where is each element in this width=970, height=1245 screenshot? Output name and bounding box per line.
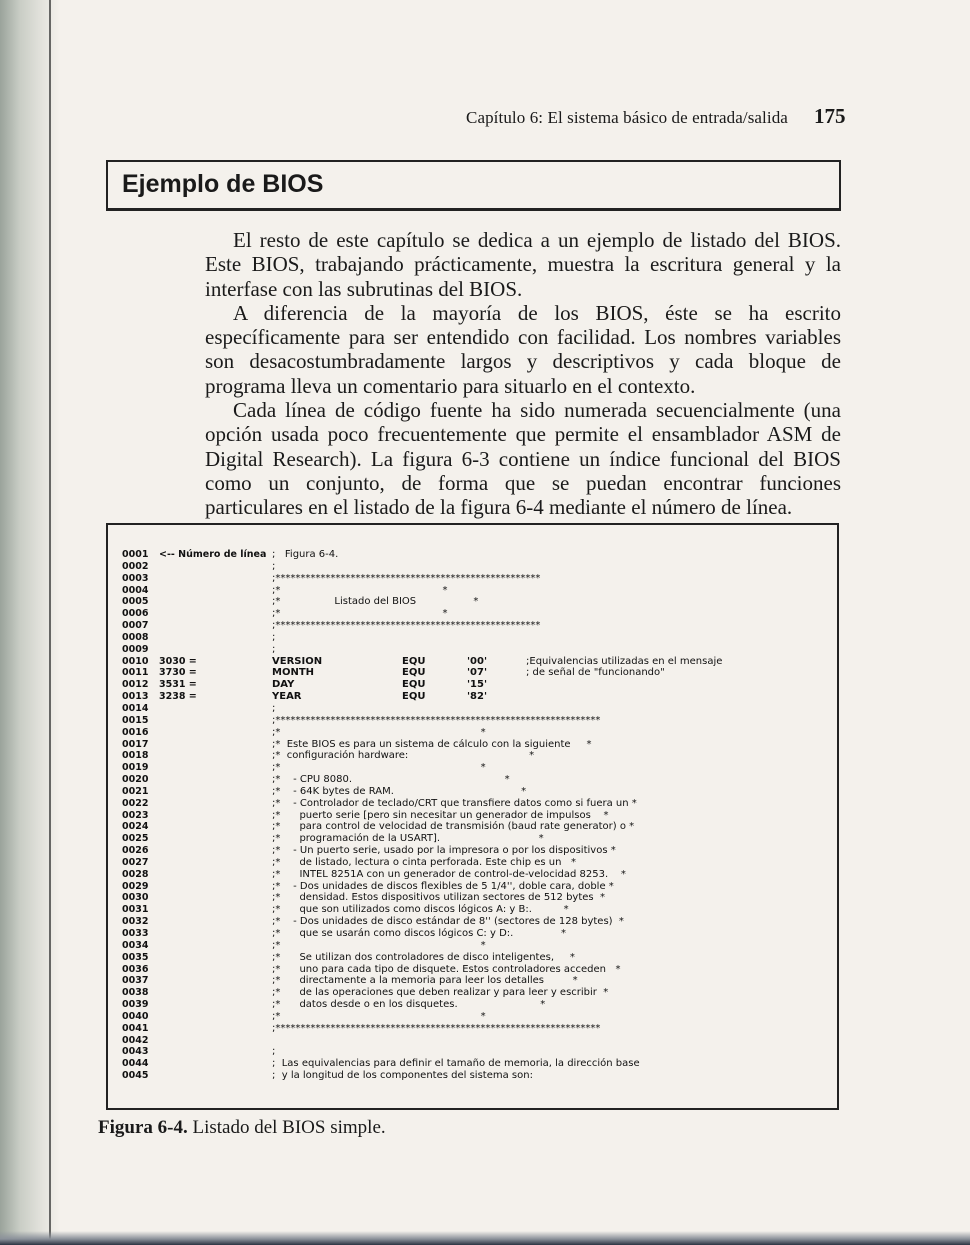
line-number: 0008 xyxy=(122,631,149,643)
line-number: 0033 xyxy=(122,928,149,939)
source-label: ;* - 64K bytes de RAM. * xyxy=(272,785,527,797)
line-number: 0011 xyxy=(122,667,149,679)
source-label: ;* que se usarán como discos lógicos C: y D:. * xyxy=(272,928,567,939)
source-label: ; Figura 6-4. xyxy=(272,549,339,560)
source-label: ;* * xyxy=(272,939,486,951)
source-label: ; xyxy=(272,702,276,714)
source-label: ; xyxy=(272,1046,276,1058)
hex-value: 3238 = xyxy=(159,691,197,703)
source-label: ;* * xyxy=(272,1010,486,1022)
line-number: 0023 xyxy=(122,809,149,821)
line-number: 0016 xyxy=(122,726,149,738)
line-number: 0032 xyxy=(122,916,149,928)
source-label: ;* de listado, lectura o cinta perforada. Este chip es un * xyxy=(272,856,576,868)
source-label: ;***************************************************************** xyxy=(272,1022,601,1034)
source-label: MONTH xyxy=(272,667,315,679)
page-bottom-shadow xyxy=(0,1231,970,1245)
source-operand: '00' xyxy=(467,655,488,667)
section-title: Ejemplo de BIOS xyxy=(122,170,324,198)
book-gutter-shadow xyxy=(0,0,60,1245)
line-number: 0026 xyxy=(122,845,149,857)
source-label: ;* de las operaciones que deben realizar y para leer y escribir * xyxy=(272,987,609,999)
line-number: 0024 xyxy=(122,821,149,833)
source-label: ;* que son utilizados como discos lógicos A: y B:. * xyxy=(272,904,569,916)
line-number: 0012 xyxy=(122,679,149,691)
line-number: 0004 xyxy=(122,584,149,596)
hex-value: 3030 = xyxy=(159,655,197,667)
line-number: 0006 xyxy=(122,608,149,620)
line-number: 0040 xyxy=(122,1010,149,1022)
caption-label: Figura 6-4. xyxy=(98,1117,188,1138)
line-number: 0038 xyxy=(122,987,149,999)
source-label: ; xyxy=(272,631,276,643)
source-label: ;* - Dos unidades de disco estándar de 8'' (sectores de 128 bytes) * xyxy=(272,916,624,928)
body-text xyxy=(205,228,841,520)
line-number: 0027 xyxy=(122,856,149,868)
line-number: 0020 xyxy=(122,774,149,786)
source-comment: ;Equivalencias utilizadas en el mensaje xyxy=(526,655,723,667)
source-label: YEAR xyxy=(272,691,302,703)
source-label: ;* - Dos unidades de discos flexibles de 5 1/4'', doble cara, doble * xyxy=(272,880,614,892)
line-number: 0002 xyxy=(122,560,149,572)
source-label: ;* uno para cada tipo de disquete. Estos controladores acceden * xyxy=(272,963,621,975)
line-number: 0005 xyxy=(122,596,149,608)
source-label: ;* Este BIOS es para un sistema de cálculo con la siguiente * xyxy=(272,738,592,750)
source-operand: '07' xyxy=(467,667,488,679)
line-number: 0037 xyxy=(122,975,149,987)
source-label: ;* INTEL 8251A con un generador de control-de-velocidad 8253. * xyxy=(272,868,626,880)
source-label: ;* Se utilizan dos controladores de disco inteligentes, * xyxy=(272,951,575,963)
paragraph: El resto de este capítulo se dedica a un ejemplo de listado del BIOS. Este BIOS, trabajando prácticamente, muestra la escritura general y la interfase con las subrutinas del BIOS. xyxy=(205,228,841,301)
line-number: 0030 xyxy=(122,892,149,904)
source-label: ;* puerto serie [pero sin necesitar un generador de impulsos * xyxy=(272,809,609,821)
line-number: 0044 xyxy=(122,1058,149,1070)
line-number: 0007 xyxy=(122,620,149,632)
figure-caption xyxy=(98,1117,386,1139)
line-number: 0015 xyxy=(122,714,149,726)
line-number: 0036 xyxy=(122,963,149,975)
line-number: 0028 xyxy=(122,868,149,880)
line-number: 0010 xyxy=(122,655,149,667)
line-number: 0042 xyxy=(122,1034,149,1046)
line-number: 0035 xyxy=(122,951,149,963)
line-number: 0018 xyxy=(122,750,149,762)
line-number: 0034 xyxy=(122,939,149,951)
source-label: ;* - Un puerto serie, usado por la impresora o por los dispositivos * xyxy=(272,845,616,857)
source-label: ;* - CPU 8080. * xyxy=(272,774,510,786)
source-label: ;* datos desde o en los disquetes. * xyxy=(272,999,546,1011)
line-number: 0021 xyxy=(122,785,149,797)
page-fold-line xyxy=(49,0,51,1245)
line-number: 0039 xyxy=(122,999,149,1011)
line-number: 0022 xyxy=(122,797,149,809)
running-head: Capítulo 6: El sistema básico de entrada/salida xyxy=(466,108,788,127)
figure-listing-box xyxy=(106,523,839,1110)
hex-value: <-- Número de línea xyxy=(159,549,267,560)
line-number: 0029 xyxy=(122,880,149,892)
hex-value: 3531 = xyxy=(159,679,197,691)
source-comment: ; de señal de "funcionando" xyxy=(526,667,665,679)
hex-value: 3730 = xyxy=(159,667,197,679)
source-label: ; xyxy=(272,560,276,572)
source-label: ;* - Controlador de teclado/CRT que transfiere datos como si fuera un * xyxy=(272,797,637,809)
source-label: ;* Listado del BIOS * xyxy=(272,596,479,608)
line-number: 0001 xyxy=(122,549,149,560)
source-operand: '82' xyxy=(467,691,488,703)
source-label: ; xyxy=(272,643,276,655)
line-number: 0014 xyxy=(122,702,149,714)
source-label: ;* directamente a la memoria para leer los detalles * xyxy=(272,975,578,987)
source-label: ;* * xyxy=(272,726,486,738)
source-label: ;* configuración hardware: * xyxy=(272,750,535,762)
source-label: ;* densidad. Estos dispositivos utilizan sectores de 512 bytes * xyxy=(272,892,605,904)
page-number: 175 xyxy=(814,104,846,128)
caption-text: Listado del BIOS simple. xyxy=(192,1117,386,1138)
line-number: 0017 xyxy=(122,738,149,750)
source-label: ;* * xyxy=(272,762,486,774)
line-number: 0013 xyxy=(122,691,149,703)
line-number: 0045 xyxy=(122,1070,149,1082)
source-operand: '15' xyxy=(467,679,488,691)
source-label: ; Las equivalencias para definir el tamaño de memoria, la dirección base xyxy=(272,1058,640,1070)
line-number: 0041 xyxy=(122,1022,149,1034)
paragraph: Cada línea de código fuente ha sido numerada secuencialmente (una opción usada poco frecuentemente que permite el ensamblador ASM de Digital Research). La figura 6-3 contiene un índice funcional del BIOS como un conjunto, de forma que se puedan encontrar funciones particulares en el listado de la figura 6-4 mediante el número de línea. xyxy=(205,398,841,520)
line-number: 0025 xyxy=(122,833,149,845)
source-label: VERSION xyxy=(272,655,323,667)
source-label: ;* * xyxy=(272,608,448,620)
source-label: ; y la longitud de los componentes del sistema son: xyxy=(272,1070,533,1082)
source-opcode: EQU xyxy=(402,655,426,667)
source-label: ;* programación de la USART]. * xyxy=(272,833,544,845)
source-label: ;***************************************************** xyxy=(272,572,541,584)
source-label: ;* * xyxy=(272,584,448,596)
source-opcode: EQU xyxy=(402,691,426,703)
source-label: DAY xyxy=(272,679,295,691)
source-opcode: EQU xyxy=(402,667,426,679)
source-label: ;***************************************************************** xyxy=(272,714,601,726)
section-heading-box xyxy=(106,160,841,211)
line-number: 0043 xyxy=(122,1046,149,1058)
line-number: 0031 xyxy=(122,904,149,916)
source-label: ;***************************************************** xyxy=(272,620,541,632)
line-number: 0003 xyxy=(122,572,149,584)
paragraph: A diferencia de la mayoría de los BIOS, éste se ha escrito específicamente para ser entendido con facilidad. Los nombres variables son desacostumbradamente largos y descriptivos y cada bloque de programa lleva un comentario para situarlo en el contexto. xyxy=(205,300,841,398)
line-number: 0019 xyxy=(122,762,149,774)
line-number: 0009 xyxy=(122,643,149,655)
source-label: ;* para control de velocidad de transmisión (baud rate generator) o * xyxy=(272,821,635,833)
source-opcode: EQU xyxy=(402,679,426,691)
